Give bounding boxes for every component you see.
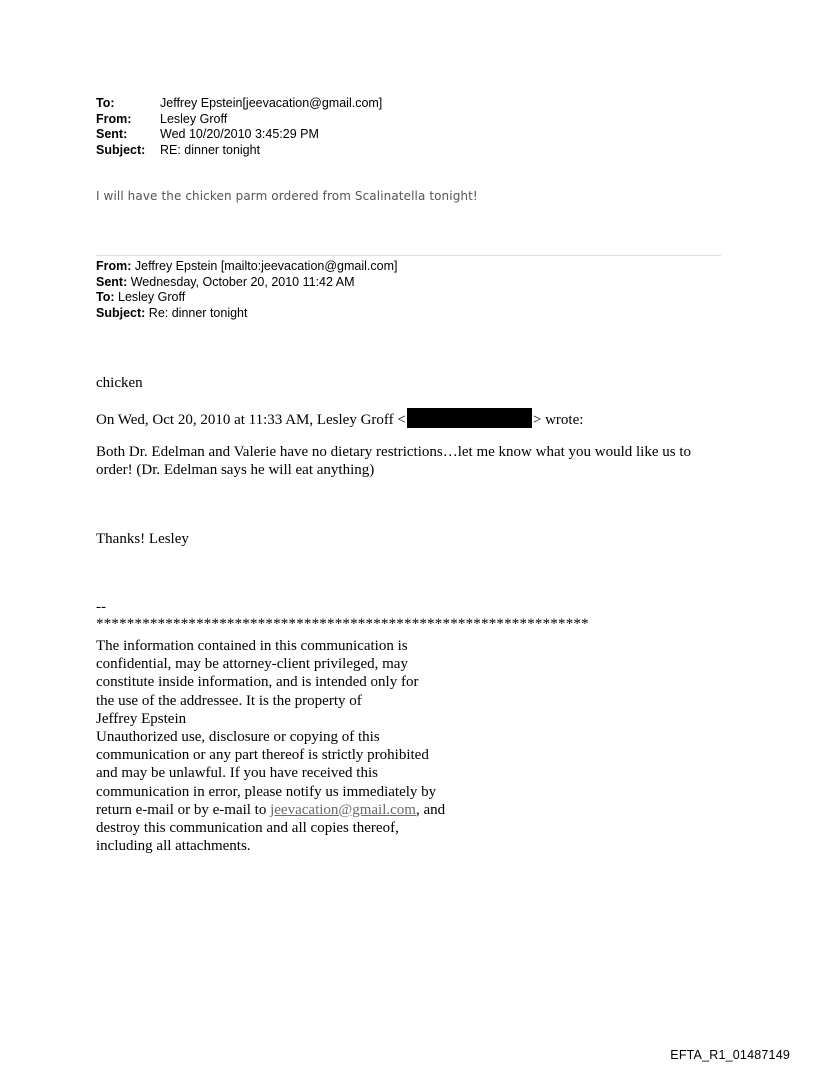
- forwarded-subject-row: [96, 306, 397, 322]
- disclaimer-line: confidential, may be attorney-client privileged, may: [96, 656, 408, 673]
- quoted-attribution: [96, 408, 583, 429]
- forwarded-subject-label: Subject:: [96, 305, 146, 320]
- header-to-label: To:: [96, 96, 115, 110]
- disclaimer: [96, 637, 486, 855]
- header-to-row: [96, 96, 382, 112]
- header-from-label: From:: [96, 111, 132, 126]
- document-id: EFTA_R1_01487149: [670, 1048, 790, 1062]
- forwarded-to-label: To:: [96, 290, 115, 304]
- forwarded-to-row: [96, 290, 397, 306]
- disclaimer-line: including all attachments.: [96, 838, 251, 855]
- disclaimer-line: Unauthorized use, disclosure or copying of this: [96, 729, 380, 746]
- reply-body: I will have the chicken parm ordered from Scalinatella tonight!: [96, 189, 478, 203]
- header-subject-value: RE: dinner tonight: [160, 142, 261, 157]
- header-subject-label: Subject:: [96, 142, 146, 157]
- disclaimer-line-email: [96, 801, 486, 819]
- attribution-suffix: > wrote:: [532, 412, 584, 428]
- disclaimer-line: communication or any part thereof is strictly prohibited: [96, 747, 429, 764]
- header-from-value: Lesley Groff: [160, 111, 228, 126]
- disclaimer-line: and may be unlawful. If you have received this: [96, 765, 378, 782]
- signoff: Thanks! Lesley: [96, 531, 189, 547]
- disclaimer-line: communication in error, please notify us immediately by: [96, 783, 437, 800]
- header-from-row: [96, 112, 382, 128]
- email-link[interactable]: jeevacation@gmail.com: [270, 801, 416, 818]
- forwarded-sent-value: Wednesday, October 20, 2010 11:42 AM: [130, 274, 355, 289]
- disclaimer-line: the use of the addressee. It is the property of: [96, 692, 362, 709]
- separator-stars: ****************************************************************: [96, 616, 589, 632]
- attribution-prefix: On Wed, Oct 20, 2010 at 11:33 AM, Lesley Groff <: [96, 412, 406, 428]
- signature-dashes: --: [96, 599, 106, 615]
- disclaimer-line: The information contained in this communication is: [96, 638, 408, 654]
- forwarded-header: [96, 259, 397, 321]
- divider: [96, 255, 721, 256]
- header-sent-value: Wed 10/20/2010 3:45:29 PM: [160, 127, 319, 141]
- forwarded-sent-row: [96, 275, 397, 291]
- disclaimer-email-prefix: return e-mail or by e-mail to: [96, 801, 271, 818]
- forwarded-sent-label: Sent:: [96, 274, 128, 289]
- disclaimer-line: Jeffrey Epstein: [96, 710, 187, 727]
- forwarded-from-label: From:: [96, 259, 132, 273]
- email-header: [96, 96, 382, 158]
- forwarded-from-row: [96, 259, 397, 275]
- forwarded-from-value: Jeffrey Epstein [mailto:jeevacation@gmail.com]: [134, 259, 398, 273]
- disclaimer-email-suffix: , and: [415, 801, 446, 818]
- quoted-body: Both Dr. Edelman and Valerie have no dietary restrictions…let me know what you would like us to order! (Dr. Edelman says he will eat anything): [96, 444, 692, 478]
- disclaimer-line: constitute inside information, and is intended only for: [96, 674, 419, 691]
- header-sent-label: Sent:: [96, 127, 128, 141]
- forwarded-to-value: Lesley Groff: [118, 290, 186, 304]
- forwarded-subject-value: Re: dinner tonight: [148, 305, 248, 320]
- disclaimer-line: destroy this communication and all copies thereof,: [96, 820, 399, 837]
- message-chicken: chicken: [96, 375, 143, 391]
- header-to-value: Jeffrey Epstein[jeevacation@gmail.com]: [160, 96, 383, 110]
- header-subject-row: [96, 143, 382, 159]
- redaction-box: [407, 408, 532, 428]
- header-sent-row: [96, 127, 382, 143]
